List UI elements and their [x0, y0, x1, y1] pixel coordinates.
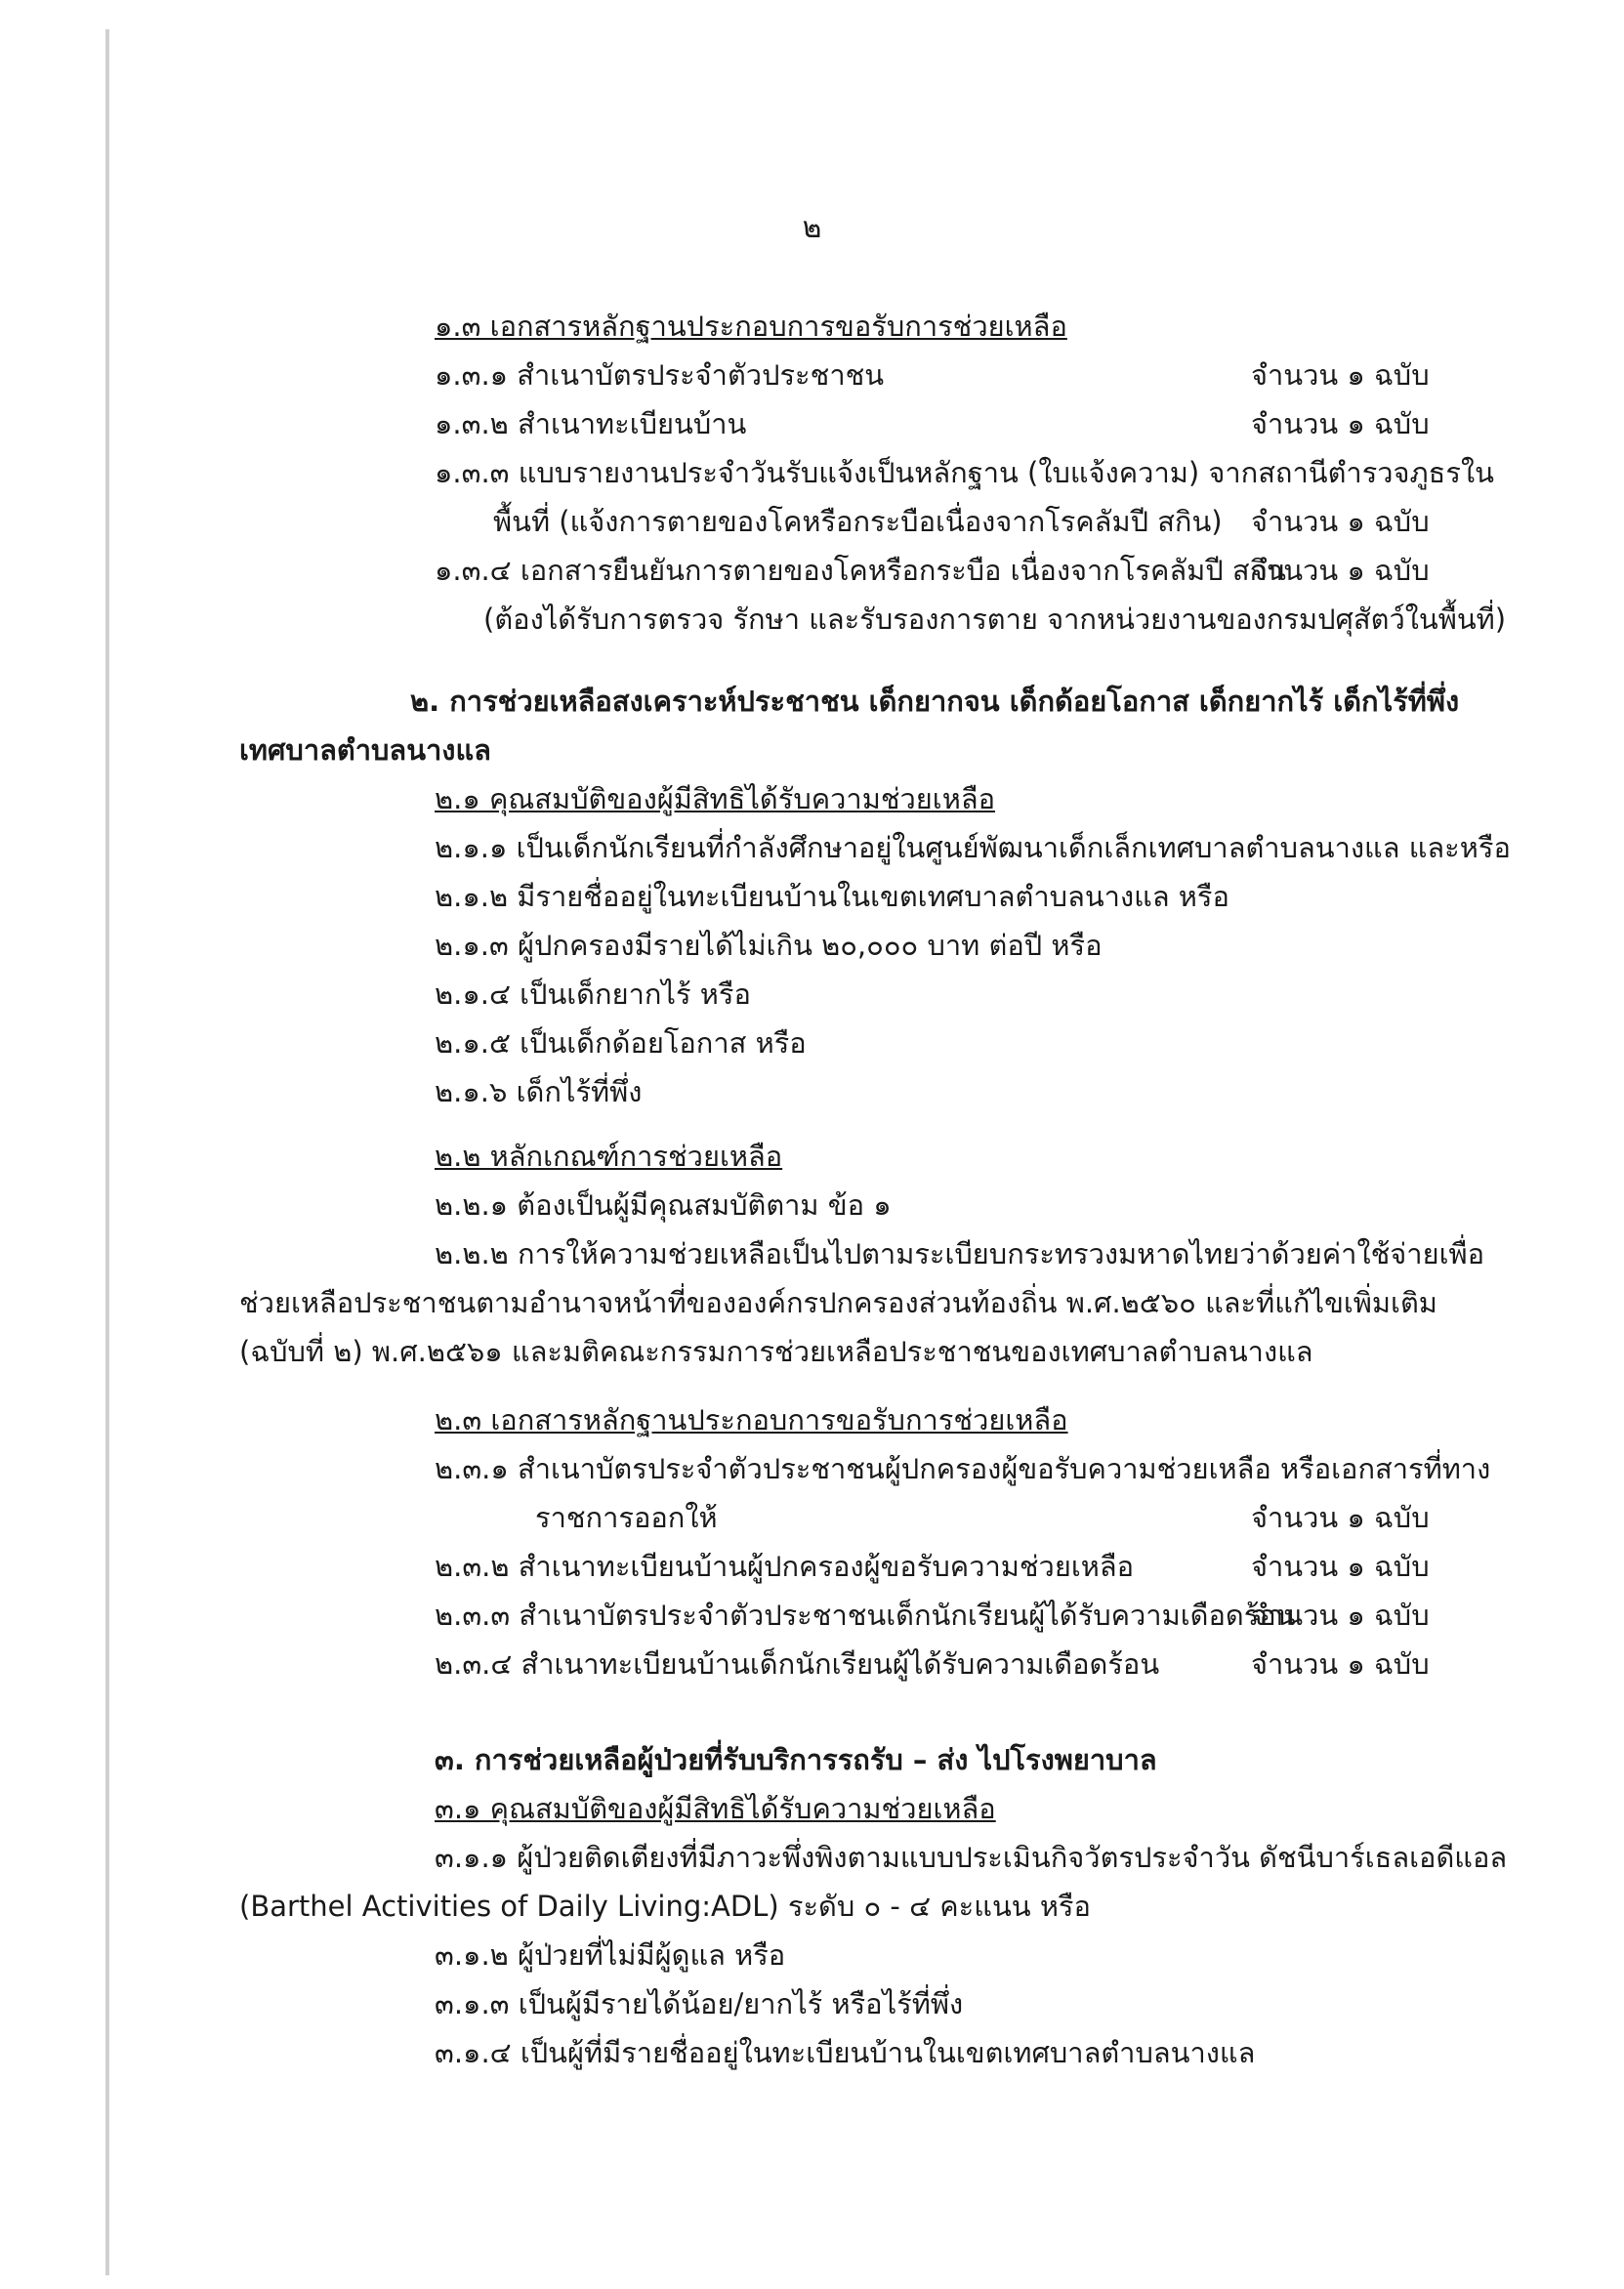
item-2-3-2-qty: จำนวน ๑ ฉบับ: [1251, 1550, 1430, 1583]
item-1-3-1-qty: จำนวน ๑ ฉบับ: [1251, 358, 1430, 392]
item-2-3-1-qty: จำนวน ๑ ฉบับ: [1251, 1501, 1430, 1534]
item-3-1-1: ๓.๑.๑ ผู้ป่วยติดเตียงที่มีภาวะพึ่งพิงตามแบบประเมินกิจวัตรประจำวัน ดัชนีบาร์เธลเอดีแอล: [435, 1841, 1508, 1874]
item-2-2-1: ๒.๒.๑ ต้องเป็นผู้มีคุณสมบัติตาม ข้อ ๑: [435, 1188, 892, 1222]
item-2-1-4: ๒.๑.๔ เป็นเด็กยากไร้ หรือ: [435, 978, 751, 1011]
item-2-3-1: ๒.๓.๑ สำเนาบัตรประจำตัวประชาชนผู้ปกครองผู้ขอรับความช่วยเหลือ หรือเอกสารที่ทาง: [435, 1452, 1491, 1485]
item-1-3-3: ๑.๓.๓ แบบรายงานประจำวันรับแจ้งเป็นหลักฐาน (ใบแจ้งความ) จากสถานีตำรวจภูธรใน: [435, 456, 1494, 489]
item-1-3-4-qty: จำนวน ๑ ฉบับ: [1251, 554, 1430, 587]
item-1-3-2: ๑.๓.๒ สำเนาทะเบียนบ้าน: [435, 407, 747, 440]
item-1-3-4-note: (ต้องได้รับการตรวจ รักษา และรับรองการตาย จากหน่วยงานของกรมปศุสัตว์ในพื้นที่): [483, 603, 1507, 636]
item-1-3-3-qty: จำนวน ๑ ฉบับ: [1251, 505, 1430, 538]
section-1-3-heading: ๑.๓ เอกสารหลักฐานประกอบการขอรับการช่วยเหลือ: [435, 310, 1067, 343]
page-number: ๒: [802, 211, 822, 245]
item-1-3-1: ๑.๓.๑ สำเนาบัตรประจำตัวประชาชน: [435, 358, 885, 392]
item-2-2-2-cont1: ช่วยเหลือประชาชนตามอำนาจหน้าที่ขององค์กรปกครองส่วนท้องถิ่น พ.ศ.๒๕๖๐ และที่แก้ไขเพิ่มเติม: [239, 1286, 1437, 1319]
item-2-3-2: ๒.๓.๒ สำเนาทะเบียนบ้านผู้ปกครองผู้ขอรับความช่วยเหลือ: [435, 1550, 1135, 1583]
section-3-1-heading: ๓.๑ คุณสมบัติของผู้มีสิทธิได้รับความช่วยเหลือ: [435, 1792, 996, 1825]
item-3-1-4: ๓.๑.๔ เป็นผู้ที่มีรายชื่ออยู่ในทะเบียนบ้านในเขตเทศบาลตำบลนางแล: [435, 2036, 1256, 2069]
item-2-2-2: ๒.๒.๒ การให้ความช่วยเหลือเป็นไปตามระเบียบกระทรวงมหาดไทยว่าด้วยค่าใช้จ่ายเพื่อ: [435, 1237, 1485, 1270]
item-2-1-3: ๒.๑.๓ ผู้ปกครองมีรายได้ไม่เกิน ๒๐,๐๐๐ บาท ต่อปี หรือ: [435, 929, 1103, 962]
section-3-title: ๓. การช่วยเหลือผู้ป่วยที่รับบริการรถรับ – ส่ง ไปโรงพยาบาล: [435, 1743, 1157, 1776]
item-3-1-1-cont: (Barthel Activities of Daily Living:ADL) ระดับ ๐ - ๔ คะแนน หรือ: [239, 1890, 1091, 1923]
item-3-1-2: ๓.๑.๒ ผู้ป่วยที่ไม่มีผู้ดูแล หรือ: [435, 1938, 786, 1972]
item-2-3-1-cont: ราชการออกให้: [535, 1501, 718, 1534]
item-2-3-4-qty: จำนวน ๑ ฉบับ: [1251, 1647, 1430, 1681]
item-3-1-3: ๓.๑.๓ เป็นผู้มีรายได้น้อย/ยากไร้ หรือไร้ที่พึ่ง: [435, 1987, 964, 2020]
section-2-3-heading: ๒.๓ เอกสารหลักฐานประกอบการขอรับการช่วยเหลือ: [435, 1403, 1068, 1436]
section-2-2-heading: ๒.๒ หลักเกณฑ์การช่วยเหลือ: [435, 1140, 783, 1173]
item-1-3-2-qty: จำนวน ๑ ฉบับ: [1251, 407, 1430, 440]
section-2-title-cont: เทศบาลตำบลนางแล: [239, 733, 491, 767]
item-1-3-3-cont: พื้นที่ (แจ้งการตายของโคหรือกระบือเนื่องจากโรคลัมปี สกิน): [493, 505, 1223, 538]
item-1-3-4: ๑.๓.๔ เอกสารยืนยันการตายของโคหรือกระบือ เนื่องจากโรคลัมปี สกิน: [435, 554, 1286, 587]
item-2-1-6: ๒.๑.๖ เด็กไร้ที่พึ่ง: [435, 1075, 643, 1108]
item-2-3-3: ๒.๓.๓ สำเนาบัตรประจำตัวประชาชนเด็กนักเรียนผู้ได้รับความเดือดร้อน: [435, 1599, 1296, 1632]
item-2-3-3-qty: จำนวน ๑ ฉบับ: [1251, 1599, 1430, 1632]
item-2-1-2: ๒.๑.๒ มีรายชื่ออยู่ในทะเบียนบ้านในเขตเทศบาลตำบลนางแล หรือ: [435, 880, 1229, 913]
section-2-1-heading: ๒.๑ คุณสมบัติของผู้มีสิทธิได้รับความช่วยเหลือ: [435, 782, 996, 815]
item-2-3-4: ๒.๓.๔ สำเนาทะเบียนบ้านเด็กนักเรียนผู้ได้รับความเดือดร้อน: [435, 1647, 1160, 1681]
scan-edge-line: [105, 29, 109, 2275]
section-2-title: ๒. การช่วยเหลือสงเคราะห์ประชาชน เด็กยากจน เด็กด้อยโอกาส เด็กยากไร้ เด็กไร้ที่พึ่ง: [410, 685, 1460, 718]
item-2-2-2-cont2: (ฉบับที่ ๒) พ.ศ.๒๕๖๑ และมติคณะกรรมการช่วยเหลือประชาชนของเทศบาลตำบลนางแล: [239, 1335, 1313, 1368]
item-2-1-1: ๒.๑.๑ เป็นเด็กนักเรียนที่กำลังศึกษาอยู่ในศูนย์พัฒนาเด็กเล็กเทศบาลตำบลนางแล และหรือ: [435, 831, 1511, 864]
item-2-1-5: ๒.๑.๕ เป็นเด็กด้อยโอกาส หรือ: [435, 1026, 807, 1060]
